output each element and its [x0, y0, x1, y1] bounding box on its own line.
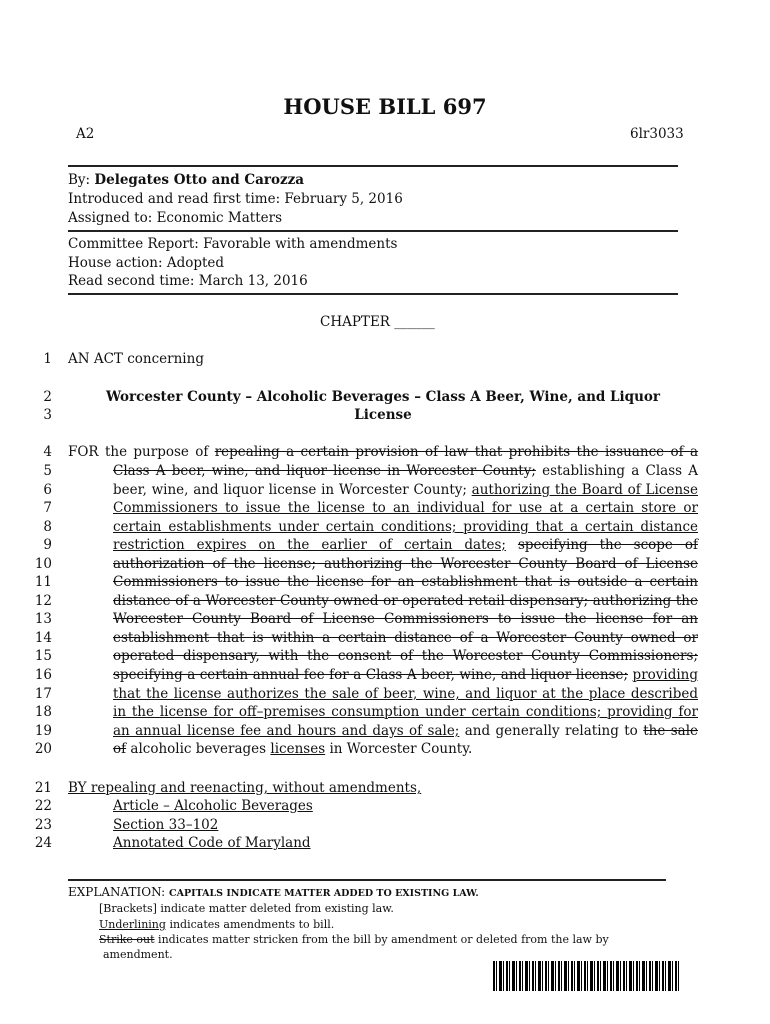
purpose-line: distance of a Worcester County owned or operated retail dispensary; authorizing the	[113, 593, 698, 609]
line-number: 24	[34, 835, 52, 851]
line-number: 1	[43, 351, 52, 367]
line-number: 4	[43, 444, 52, 460]
purpose-line: FOR the purpose of repealing a certain provision of law that prohibits the issuance of a	[68, 444, 699, 460]
line-number: 8	[43, 519, 52, 535]
line-number: 3	[43, 407, 52, 423]
bill-heading-line2: License	[354, 407, 412, 423]
line-number: 11	[34, 574, 52, 590]
purpose-line	[113, 537, 698, 553]
line-number: 22	[34, 798, 52, 814]
line-number: 5	[43, 463, 52, 479]
line-number: 19	[34, 723, 52, 739]
article-line: Article – Alcoholic Beverages	[113, 798, 313, 814]
purpose-line: establishment that is within a certain distance of a Worcester County owned or	[113, 630, 698, 646]
chapter-label: CHAPTER ______	[320, 314, 435, 330]
divider	[68, 165, 678, 167]
by-label: By:	[68, 172, 91, 188]
delegates: Delegates Otto and Carozza	[94, 172, 305, 188]
purpose-line: authorization of the license; authorizing the Worcester County Board of License	[113, 556, 698, 572]
act-line: AN ACT concerning	[68, 351, 204, 367]
underline-note: Underlining indicates amendments to bill.	[99, 918, 335, 931]
purpose-line: an annual license fee and hours and days of sale; and generally relating to the sale	[113, 723, 698, 739]
strike-note: Strike out indicates matter stricken from the bill by amendment or deleted from the law by	[99, 933, 609, 946]
by-repealing-line: BY repealing and reenacting, without amendments,	[68, 780, 422, 796]
brackets-note: [Brackets] indicate matter deleted from existing law.	[99, 902, 394, 915]
line-number: 12	[34, 593, 52, 609]
line-number: 2	[43, 389, 52, 405]
code-line: Annotated Code of Maryland	[113, 835, 311, 851]
line-number: 7	[43, 500, 52, 516]
house-action: House action: Adopted	[68, 255, 225, 271]
second-reading: Read second time: March 13, 2016	[68, 273, 308, 289]
divider	[68, 293, 678, 295]
purpose-line: Commissioners to issue the license for an establishment that is outside a certain	[113, 574, 698, 590]
line-number: 9	[43, 537, 52, 553]
purpose-line: operated dispensary, with the consent of the Worcester County Commissioners;	[113, 648, 698, 664]
explanation-caps: CAPITALS INDICATE MATTER ADDED TO EXISTING LAW.	[169, 888, 479, 899]
amended-text: licenses	[270, 741, 326, 757]
struck-text: of	[113, 741, 127, 757]
bill-heading-line1: Worcester County – Alcoholic Beverages – Class A Beer, Wine, and Liquor	[105, 389, 661, 405]
line-number: 13	[34, 611, 52, 627]
purpose-line: that the license authorizes the sale of beer, wine, and liquor at the place described	[113, 686, 698, 702]
line-number: 6	[43, 482, 52, 498]
line-number: 21	[34, 780, 52, 796]
struck-text: specifying the scope of	[517, 537, 698, 553]
introduced-line: Introduced and read first time: February 5, 2016	[68, 191, 403, 207]
purpose-line	[113, 667, 698, 683]
line-number: 10	[34, 556, 52, 572]
footer-divider	[68, 879, 666, 881]
line-number: 15	[34, 648, 52, 664]
purpose-line: Worcester County Board of License Commissioners to issue the license for an	[113, 611, 698, 627]
line-number: 14	[34, 630, 52, 646]
purpose-line: in the license for off–premises consumption under certain conditions; providing for	[113, 704, 698, 720]
bill-code-right: 6lr3033	[630, 126, 684, 142]
bill-title: HOUSE BILL 697	[283, 94, 487, 119]
amended-text: authorizing the Board of License	[471, 482, 698, 498]
line-number: 17	[34, 686, 52, 702]
assigned-line: Assigned to: Economic Matters	[68, 210, 283, 226]
purpose-line: certain establishments under certain conditions; providing that a certain distance	[113, 519, 698, 535]
explanation-line: EXPLANATION: CAPITALS INDICATE MATTER ADDED TO EXISTING LAW.	[68, 885, 479, 899]
line-number: 23	[34, 817, 52, 833]
barcode-image	[493, 961, 679, 991]
section-line: Section 33–102	[113, 817, 219, 833]
line-number: 16	[34, 667, 52, 683]
amended-text: an annual license fee and hours and days of sale;	[113, 723, 460, 739]
struck-text: specifying a certain annual fee for a Class A beer, wine, and liquor license;	[113, 667, 629, 683]
amended-text: restriction expires on the earlier of certain dates;	[113, 537, 506, 553]
struck-text: repealing a certain provision of law that prohibits the issuance of a	[214, 444, 699, 460]
sponsor-line	[68, 172, 304, 188]
strike-note-cont: amendment.	[103, 948, 173, 961]
purpose-line: Class A beer, wine, and liquor license in Worcester County; establishing a Class A	[113, 463, 698, 479]
amended-text: providing	[632, 667, 699, 683]
purpose-line: of alcoholic beverages licenses in Worcester County.	[113, 741, 473, 757]
line-number: 18	[34, 704, 52, 720]
line-number: 20	[34, 741, 52, 757]
struck-text: the sale	[643, 723, 698, 739]
committee-report: Committee Report: Favorable with amendments	[68, 236, 398, 252]
struck-text: Class A beer, wine, and liquor license in Worcester County;	[113, 463, 536, 479]
divider	[68, 230, 678, 232]
purpose-line: Commissioners to issue the license to an individual for use at a certain store or	[113, 500, 698, 516]
bill-code-left: A2	[76, 126, 95, 142]
purpose-line: beer, wine, and liquor license in Worcester County; authorizing the Board of License	[113, 482, 698, 498]
